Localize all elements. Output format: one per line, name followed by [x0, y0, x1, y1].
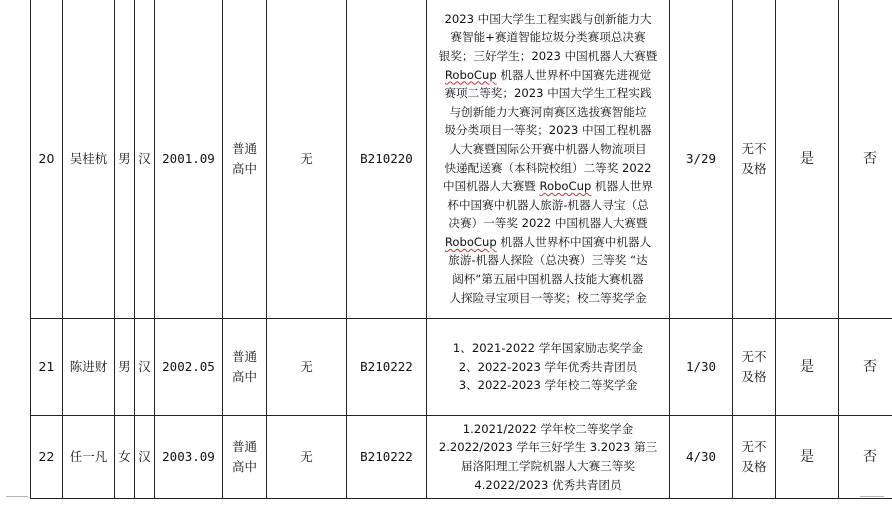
other-cell: 无: [267, 416, 347, 499]
award-line: 2.2022/2023 学年三好学生 3.2023 第三: [431, 438, 665, 457]
award-line: 1、2021-2022 学年国家励志奖学金: [431, 339, 665, 358]
origin-cell: [223, 319, 267, 416]
award-line: RoboCup 机器人世界杯中国赛先进视觉: [431, 66, 665, 85]
award-line: 4.2022/2023 优秀共青团员: [431, 476, 665, 495]
award-line: 2、2022-2023 学年优秀共青团员: [431, 358, 665, 377]
award-line: 3、2022-2023 学年校二等奖学金: [431, 376, 665, 395]
fitness-cell: [733, 319, 776, 416]
code-cell: B210220: [347, 0, 427, 319]
awards-cell: [427, 0, 670, 319]
award-line: 旅游-机器人探险（总决赛）三等奖 “达: [431, 251, 665, 270]
awards-cell: [427, 319, 670, 416]
page-corner-mark-left: [6, 496, 28, 515]
award-line: 人探险寻宝项目一等奖；校二等奖学金: [431, 289, 665, 308]
other-cell: 无: [267, 0, 347, 319]
award-line: 杯中国赛中机器人旅游-机器人寻宝（总: [431, 196, 665, 215]
birth-date: 2003.09: [155, 416, 223, 499]
origin-cell: [223, 416, 267, 499]
table-row: [31, 319, 892, 416]
origin-line: 高中: [223, 159, 266, 179]
fitness-cell: [733, 416, 776, 499]
student-name: 吴桂杭: [63, 0, 115, 319]
spellcheck-underline: RoboCup: [445, 235, 497, 249]
fitness-line: 无不: [733, 139, 775, 159]
student-name: 陈进财: [63, 319, 115, 416]
rank-cell: 4/30: [670, 416, 733, 499]
fitness-cell: [733, 0, 776, 319]
origin-line: 普通: [223, 437, 266, 457]
fitness-line: 无不: [733, 437, 775, 457]
student-name: 任一凡: [63, 416, 115, 499]
gender-cell: 男: [115, 0, 135, 319]
table-row: [31, 0, 892, 319]
row-index: 22: [31, 416, 63, 499]
rank-cell: 1/30: [670, 319, 733, 416]
origin-line: 普通: [223, 139, 266, 159]
award-line: 与创新能力大赛河南赛区选拔赛智能垃: [431, 103, 665, 122]
rank-cell: 3/29: [670, 0, 733, 319]
student-roster-table: [30, 0, 892, 499]
no-cell: 否: [839, 0, 892, 319]
award-line: 赛智能+赛道智能垃圾分类赛项总决赛: [431, 28, 665, 47]
award-line: 快递配送赛（本科院校组）二等奖 2022: [431, 159, 665, 178]
table-row: [31, 416, 892, 499]
ethnicity-cell: 汉: [135, 319, 155, 416]
origin-line: 普通: [223, 347, 266, 367]
origin-cell: [223, 0, 267, 319]
yes-cell: 是: [776, 0, 839, 319]
spellcheck-underline: RoboCup: [445, 68, 497, 82]
yes-cell: 是: [776, 416, 839, 499]
fitness-line: 及格: [733, 159, 775, 179]
fitness-line: 及格: [733, 457, 775, 477]
origin-line: 高中: [223, 457, 266, 477]
award-line: 人大赛暨国际公开赛中机器人物流项目: [431, 140, 665, 159]
award-line: 届洛阳理工学院机器人大赛三等奖: [431, 457, 665, 476]
awards-cell: [427, 416, 670, 499]
award-line: 中国机器人大赛暨 RoboCup 机器人世界: [431, 177, 665, 196]
no-cell: 否: [839, 416, 892, 499]
award-line: 银奖；三好学生；2023 中国机器人大赛暨: [431, 47, 665, 66]
birth-date: 2002.05: [155, 319, 223, 416]
origin-line: 高中: [223, 367, 266, 387]
code-cell: B210222: [347, 416, 427, 499]
award-line: 决赛）一等奖 2022 中国机器人大赛暨: [431, 214, 665, 233]
ethnicity-cell: 汉: [135, 416, 155, 499]
spellcheck-underline: RoboCup: [539, 179, 591, 193]
fitness-line: 无不: [733, 347, 775, 367]
birth-date: 2001.09: [155, 0, 223, 319]
award-line: 1.2021/2022 学年校二等奖学金: [431, 420, 665, 439]
other-cell: 无: [267, 319, 347, 416]
award-line: 圾分类项目一等奖；2023 中国工程机器: [431, 121, 665, 140]
award-line: 赛项二等奖；2023 中国大学生工程实践: [431, 84, 665, 103]
gender-cell: 男: [115, 319, 135, 416]
row-index: 21: [31, 319, 63, 416]
yes-cell: 是: [776, 319, 839, 416]
award-line: 闼杯“第五届中国机器人技能大赛机器: [431, 270, 665, 289]
gender-cell: 女: [115, 416, 135, 499]
ethnicity-cell: 汉: [135, 0, 155, 319]
no-cell: 否: [839, 319, 892, 416]
code-cell: B210222: [347, 319, 427, 416]
fitness-line: 及格: [733, 367, 775, 387]
row-index: 20: [31, 0, 63, 319]
award-line: 2023 中国大学生工程实践与创新能力大: [431, 10, 665, 29]
award-line: RoboCup 机器人世界杯中国赛中机器人: [431, 233, 665, 252]
